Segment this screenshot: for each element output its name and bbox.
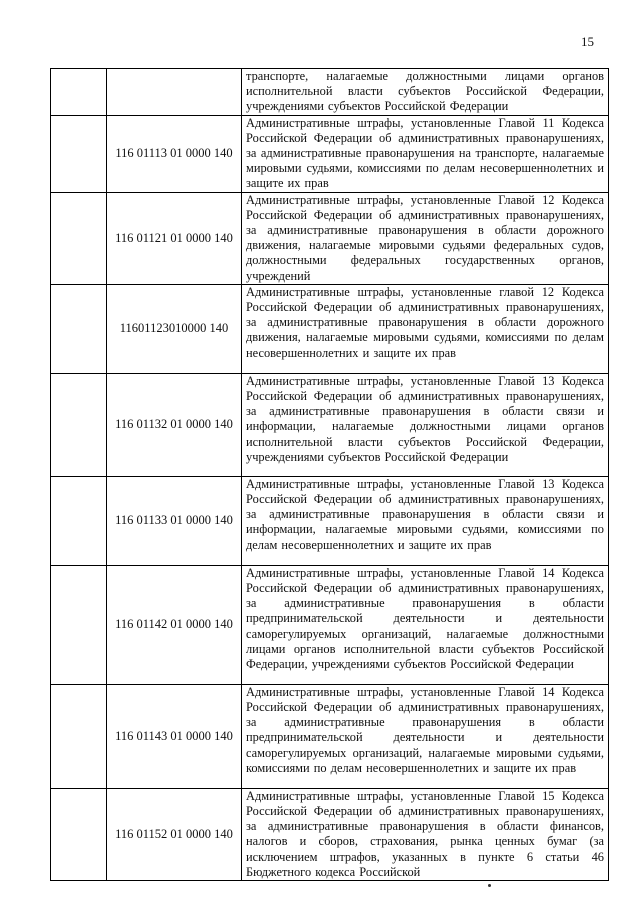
description-cell: Административные штрафы, установленные Главой 11 Кодекса Российской Федерации об административных правонарушениях, за административные правонарушения на транспорте, налагаемые мировыми судьями, комиссиями по делам несовершеннолетних и защите их прав <box>242 115 609 192</box>
budget-code-cell: 116 01113 01 0000 140 <box>107 115 242 192</box>
empty-cell <box>51 684 107 788</box>
description-cell: Административные штрафы, установленные главой 12 Кодекса Российской Федерации об административных правонарушениях, за административные правонарушения в области дорожного движения, налагаемые мировыми судьями, комиссиями по делам несовершеннолетних и защите их прав <box>242 284 609 373</box>
description-cell: Административные штрафы, установленные Главой 12 Кодекса Российской Федерации об административных правонарушениях, за административные правонарушения в области дорожного движения, налагаемые мировыми судьями федеральных судов, должностными федеральных государственных органов, учреждений <box>242 192 609 284</box>
table-row <box>51 565 609 684</box>
description-cell: Административные штрафы, установленные Главой 13 Кодекса Российской Федерации об административных правонарушениях, за административные правонарушения в области связи и информации, налагаемые мировыми судьями, комиссиями по делам несовершеннолетних и защите их прав <box>242 476 609 565</box>
page-number: 15 <box>581 34 594 49</box>
description-cell: Административные штрафы, установленные Главой 14 Кодекса Российской Федерации об административных правонарушениях, за административные правонарушения в области предпринимательской деятельности и деятельности саморегулируемых организаций, налагаемые мировыми судьями, комиссиями по делам несовершеннолетних и защите их прав <box>242 684 609 788</box>
empty-cell <box>51 284 107 373</box>
empty-cell <box>51 565 107 684</box>
table-row <box>51 684 609 788</box>
table-row <box>51 284 609 373</box>
table-row <box>51 788 609 880</box>
table-row <box>51 373 609 476</box>
empty-cell <box>51 69 107 116</box>
budget-code-cell: 116 01121 01 0000 140 <box>107 192 242 284</box>
empty-cell <box>51 373 107 476</box>
scan-speck <box>488 884 491 887</box>
budget-code-cell: 116 01132 01 0000 140 <box>107 373 242 476</box>
budget-code-cell: 116 01142 01 0000 140 <box>107 565 242 684</box>
budget-code-cell: 116 01152 01 0000 140 <box>107 788 242 880</box>
budget-code-cell: 11601123010000 140 <box>107 284 242 373</box>
description-cell: Административные штрафы, установленные Главой 14 Кодекса Российской Федерации об административных правонарушениях, за административные правонарушения в области предпринимательской деятельности и деятельности саморегулируемых организаций, налагаемые должностными лицами органов исполнительной власти субъектов Российской Федерации, учреждениями субъектов Российской Федерации <box>242 565 609 684</box>
table-row <box>51 69 609 116</box>
empty-cell <box>51 788 107 880</box>
description-cell: транспорте, налагаемые должностными лицами органов исполнительной власти субъектов Российской Федерации, учреждениями субъектов Российской Федерации <box>242 69 609 116</box>
empty-cell <box>51 115 107 192</box>
table-row <box>51 476 609 565</box>
description-cell: Административные штрафы, установленные Главой 15 Кодекса Российской Федерации об административных правонарушениях, за административные правонарушения в области финансов, налогов и сборов, страхования, рынка ценных бумаг (за исключением штрафов, указанных в пункте 6 статьи 46 Бюджетного кодекса Российской <box>242 788 609 880</box>
table-row <box>51 115 609 192</box>
empty-cell <box>51 192 107 284</box>
empty-cell <box>51 476 107 565</box>
budget-code-cell: 116 01143 01 0000 140 <box>107 684 242 788</box>
budget-code-table <box>50 68 609 881</box>
budget-code-cell: 116 01133 01 0000 140 <box>107 476 242 565</box>
description-cell: Административные штрафы, установленные Главой 13 Кодекса Российской Федерации об административных правонарушениях, за административные правонарушения в области связи и информации, налагаемые должностными лицами органов исполнительной власти субъектов Российской Федерации, учреждениями субъектов Российской Федерации <box>242 373 609 476</box>
budget-code-cell <box>107 69 242 116</box>
table-row <box>51 192 609 284</box>
